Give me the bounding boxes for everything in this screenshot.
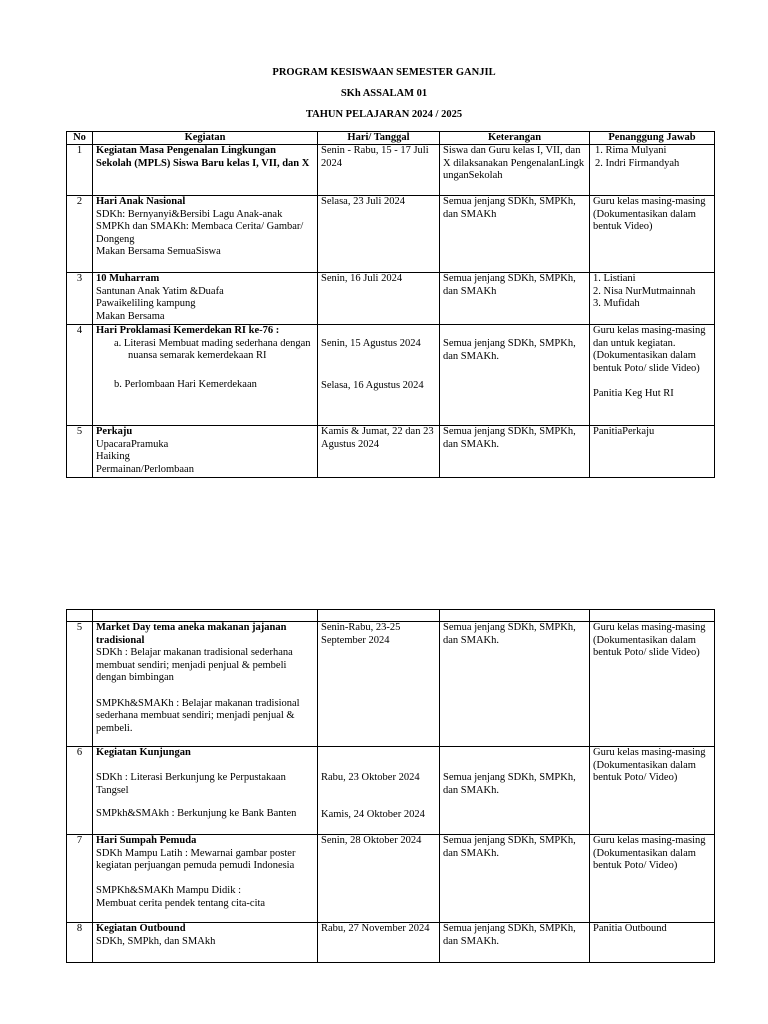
activity-detail: SMPKh&SMAKh Mampu Didik :	[96, 885, 241, 897]
row-note: Siswa dan Guru kelas I, VII, dan X dilaksanakan PengenalanLingkunganSekolah	[440, 145, 590, 196]
row-pic: Guru kelas masing-masing (Dokumentasikan dalam bentuk Video)	[590, 196, 715, 273]
school-year: TAHUN PELAJARAN 2024 / 2025	[305, 109, 463, 120]
program-table-continued	[66, 609, 715, 963]
row-no: 8	[67, 923, 93, 963]
col-header-note: Keterangan	[440, 132, 590, 145]
row-no: 7	[67, 835, 93, 923]
activity-detail: Santunan Anak Yatim &Duafa	[96, 285, 224, 297]
table-row	[67, 835, 715, 923]
table-row	[67, 923, 715, 963]
activity-detail: Membuat cerita pendek tentang cita-cita	[96, 897, 266, 909]
table-row	[67, 426, 715, 478]
school-name: SKh ASSALAM 01	[340, 88, 428, 99]
row-activity	[93, 747, 318, 835]
row-note	[440, 325, 590, 426]
table-row	[67, 622, 715, 747]
row-date: Kamis & Jumat, 22 dan 23 Agustus 2024	[318, 426, 440, 478]
activity-detail: SMPkh&SMAkh : Berkunjung ke Bank Banten	[96, 808, 297, 820]
activity-title: Perkaju	[96, 426, 133, 437]
row-no: 2	[67, 196, 93, 273]
activity-detail: Permainan/Perlombaan	[96, 463, 194, 475]
activity-title: Market Day tema aneka makanan jajanan tradisional	[96, 622, 287, 646]
activity-detail: SDKh : Belajar makanan tradisional sederhana membuat sendiri; menjadi penjual & pembeli dengan bimbingan	[96, 647, 293, 684]
pic-item: 2. Indri Firmandyah	[595, 157, 680, 169]
note-item: Semua jenjang SDKh, SMPKh, dan SMAKh.	[443, 772, 576, 796]
table-row	[67, 196, 715, 273]
row-pic	[590, 325, 715, 426]
table-row	[67, 273, 715, 325]
row-pic: Panitia Outbound	[590, 923, 715, 963]
activity-title: Hari Anak Nasional	[96, 196, 186, 207]
activity-subitem: a. Literasi Membuat mading sederhana dengan nuansa semarak kemerdekaan RI	[114, 337, 311, 362]
pic-item: 3. Mufidah	[593, 298, 640, 310]
col-header-date: Hari/ Tanggal	[318, 132, 440, 145]
row-date: Senin, 28 Oktober 2024	[318, 835, 440, 923]
row-no: 6	[67, 747, 93, 835]
table-row	[67, 325, 715, 426]
row-no: 1	[67, 145, 93, 196]
document-title: PROGRAM KESISWAAN SEMESTER GANJIL	[272, 67, 496, 78]
activity-title: Kegiatan Masa Pengenalan Lingkungan Sekolah (MPLS) Siswa Baru kelas I, VII, dan X	[96, 145, 310, 169]
row-pic: Guru kelas masing-masing (Dokumentasikan dalam bentuk Poto/ Video)	[590, 747, 715, 835]
activity-detail: Pawaikeliling kampung	[96, 298, 196, 310]
row-date: Selasa, 23 Juli 2024	[318, 196, 440, 273]
table-header-row	[67, 132, 715, 145]
activity-detail: SMPKh dan SMAKh: Membaca Cerita/ Gambar/ Dongeng	[96, 221, 304, 245]
activity-detail: UpacaraPramuka	[96, 438, 169, 450]
activity-detail: Makan Bersama SemuaSiswa	[96, 246, 221, 258]
activity-title: Kegiatan Outbound	[96, 923, 186, 934]
row-no: 3	[67, 273, 93, 325]
activity-subitem: b. Perlombaan Hari Kemerdekaan	[114, 379, 257, 391]
row-note: Semua jenjang SDKh, SMPKh, dan SMAKh.	[440, 923, 590, 963]
table-row	[67, 747, 715, 835]
pic-item: 1. Rima Mulyani	[595, 145, 667, 156]
row-activity	[93, 835, 318, 923]
row-pic: Guru kelas masing-masing (Dokumentasikan dalam bentuk Poto/ Video)	[590, 835, 715, 923]
date-item: Senin, 15 Agustus 2024	[321, 338, 421, 349]
row-pic	[590, 145, 715, 196]
activity-title: Hari Proklamasi Kemerdekan RI ke-76 :	[96, 325, 280, 336]
activity-detail: Makan Bersama	[96, 310, 165, 322]
activity-detail: SDKh: Bernyanyi&Bersibi Lagu Anak-anak	[96, 208, 283, 220]
row-note: Semua jenjang SDKh, SMPKh, dan SMAKh.	[440, 426, 590, 478]
pic-item: Guru kelas masing-masing	[593, 325, 706, 336]
activity-detail: Haiking	[96, 451, 130, 463]
row-date: Rabu, 27 November 2024	[318, 923, 440, 963]
row-activity	[93, 325, 318, 426]
pic-item: 2. Nisa NurMutmainnah	[593, 285, 696, 297]
row-activity	[93, 426, 318, 478]
row-activity	[93, 145, 318, 196]
col-header-kegiatan: Kegiatan	[93, 132, 318, 145]
row-date: Senin, 16 Juli 2024	[318, 273, 440, 325]
row-note: Semua jenjang SDKh, SMPKh, dan SMAKh.	[440, 622, 590, 747]
row-note: Semua jenjang SDKh, SMPKh, dan SMAKh	[440, 196, 590, 273]
row-note: Semua jenjang SDKh, SMPKh, dan SMAKh	[440, 273, 590, 325]
activity-detail: SDKh, SMPkh, dan SMAkh	[96, 935, 216, 947]
date-item: Selasa, 16 Agustus 2024	[321, 379, 424, 391]
date-item: Kamis, 24 Oktober 2024	[321, 808, 425, 820]
row-pic: Guru kelas masing-masing (Dokumentasikan dalam bentuk Poto/ slide Video)	[590, 622, 715, 747]
activity-detail: SDKh : Literasi Berkunjung ke Perpustakaan Tangsel	[96, 772, 286, 796]
activity-title: Kegiatan Kunjungan	[96, 747, 191, 758]
row-activity	[93, 923, 318, 963]
row-activity	[93, 273, 318, 325]
activity-title: 10 Muharram	[96, 273, 160, 284]
col-header-pic: Penanggung Jawab	[590, 132, 715, 145]
row-no: 5	[67, 426, 93, 478]
row-pic: PanitiaPerkaju	[590, 426, 715, 478]
col-header-no: No	[67, 132, 93, 145]
table-row	[67, 145, 715, 196]
row-pic	[590, 273, 715, 325]
row-no: 4	[67, 325, 93, 426]
date-item: Rabu, 23 Oktober 2024	[321, 772, 420, 783]
row-date	[318, 747, 440, 835]
program-table	[66, 131, 715, 478]
activity-title: Hari Sumpah Pemuda	[96, 835, 197, 846]
pic-item: Panitia Keg Hut RI	[593, 387, 674, 399]
note-item: Semua jenjang SDKh, SMPKh, dan SMAKh.	[443, 338, 576, 362]
row-activity	[93, 196, 318, 273]
activity-detail: SDKh Mampu Latih : Mewarnai gambar poster kegiatan perjuangan pemuda pemudi Indonesia	[96, 847, 296, 872]
row-date: Senin - Rabu, 15 - 17 Juli 2024	[318, 145, 440, 196]
row-no: 5	[67, 622, 93, 747]
empty-header-row	[67, 610, 715, 622]
pic-item: 1. Listiani	[593, 273, 636, 284]
row-note: Semua jenjang SDKh, SMPKh, dan SMAKh.	[440, 835, 590, 923]
row-activity	[93, 622, 318, 747]
row-note	[440, 747, 590, 835]
row-date	[318, 325, 440, 426]
activity-detail: SMPKh&SMAKh : Belajar makanan tradisional sederhana membuat sendiri; menjadi penjual & pembeli.	[96, 697, 300, 734]
pic-item: dan untuk kegiatan. (Dokumentasikan dalam bentuk Poto/ slide Video)	[593, 337, 700, 374]
row-date: Senin-Rabu, 23-25 September 2024	[318, 622, 440, 747]
